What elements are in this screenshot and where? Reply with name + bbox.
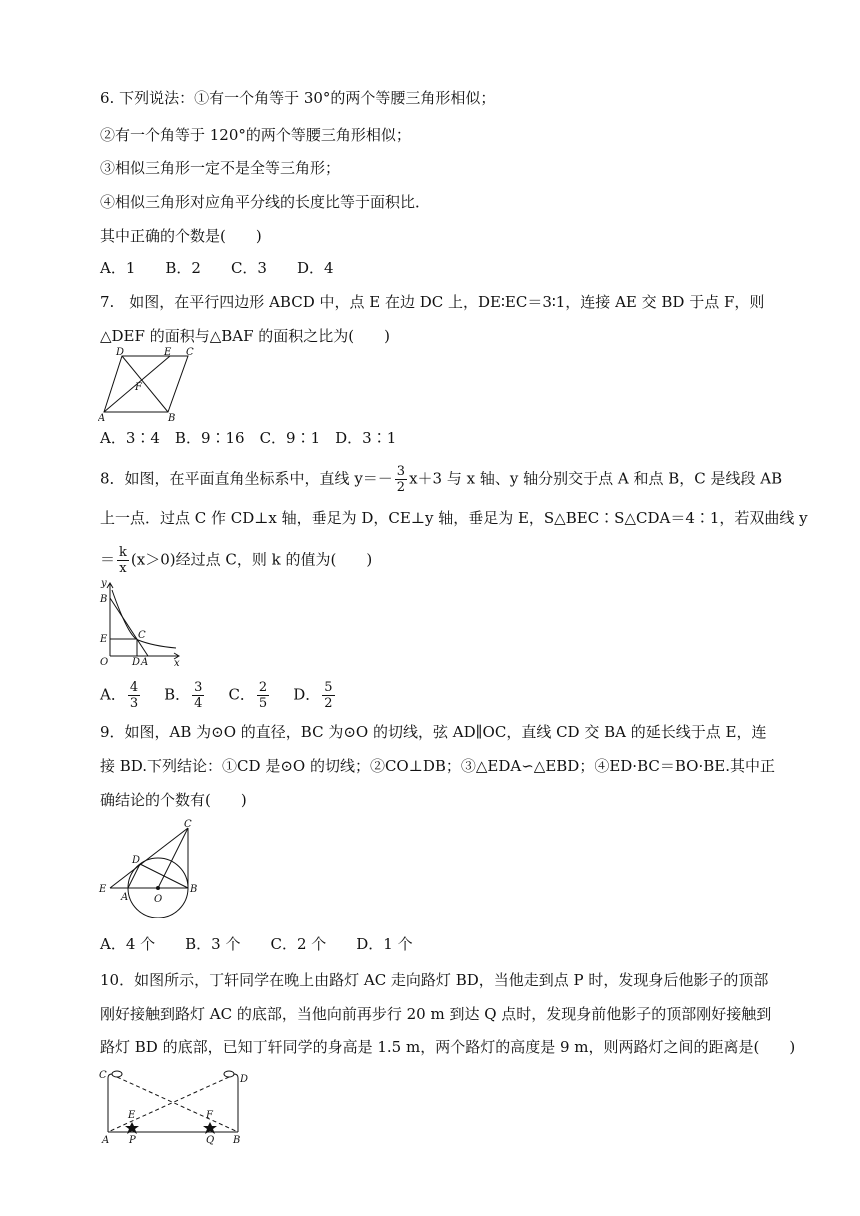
- q10-label-A: A: [102, 1135, 110, 1146]
- q8-fraction-slope: [395, 464, 407, 495]
- q10-line-2: 刚好接触到路灯 AC 的底部，当他向前再步行 20 m 到达 Q 点时，发现身前他影子的顶部刚好接触到: [100, 1005, 772, 1023]
- q10-line-3: 路灯 BD 的底部，已知丁轩同学的身高是 1.5 m，两个路灯的高度是 9 m，则两路灯之间的距离是( ): [100, 1038, 796, 1056]
- q8-line-1-start: 8．如图，在平面直角坐标系中，直线 y＝－: [100, 469, 393, 488]
- q8-option-b-letter: B．: [164, 685, 191, 704]
- q8-option-c-fraction: [257, 680, 269, 711]
- q8-option-c-den: 5: [258, 696, 268, 711]
- q6-statement-2: ②有一个角等于 120°的两个等腰三角形相似；: [100, 126, 411, 144]
- q6-stem: 6. 下列说法：①有一个角等于 30°的两个等腰三角形相似；: [100, 89, 496, 107]
- q8-option-d-letter: D．: [293, 685, 321, 704]
- q8-label-C: C: [138, 630, 146, 641]
- q8-option-c: [228, 680, 271, 711]
- q6-options: A．1 B．2 C．3 D．4: [100, 259, 334, 277]
- q10-label-B: B: [233, 1135, 241, 1146]
- q8-option-a: [100, 680, 142, 711]
- q9-label-E: E: [99, 884, 107, 895]
- q8-option-a-fraction: [128, 680, 140, 711]
- q8-label-D: D: [132, 657, 141, 668]
- q7-line-1: 7. 如图，在平行四边形 ABCD 中，点 E 在边 DC 上，DE∶EC＝3∶1，连接 AE 交 BD 于点 F，则: [100, 293, 765, 311]
- q10-label-C: C: [99, 1070, 107, 1081]
- q9-line-2: 接 BD.下列结论：①CD 是⊙O 的切线；②CO⊥DB；③△EDA∽△EBD；④ED·BC＝BO·BE.其中正: [100, 757, 775, 775]
- q8-label-E: E: [100, 634, 108, 645]
- q9-line-1: 9．如图，AB 为⊙O 的直径，BC 为⊙O 的切线，弦 AD∥OC，直线 CD 交 BA 的延长线于点 E，连: [100, 723, 767, 741]
- q8-option-d-fraction: [322, 680, 334, 711]
- q8-fraction-hyperbola: [117, 545, 129, 576]
- q8-option-a-num: 4: [129, 680, 139, 695]
- q8-fraction-slope-den: 2: [396, 480, 406, 495]
- q8-coordinate-figure: [98, 576, 182, 668]
- q8-option-b-den: 4: [194, 696, 203, 711]
- q6-statement-3: ③相似三角形一定不是全等三角形；: [100, 159, 341, 177]
- q9-label-C: C: [184, 819, 192, 830]
- q8-option-a-letter: A．: [100, 685, 126, 704]
- q7-label-A: A: [98, 413, 106, 422]
- q7-label-D: D: [116, 347, 125, 358]
- q7-label-E: E: [164, 347, 172, 358]
- q7-label-F: F: [135, 382, 142, 393]
- q8-option-d: [293, 680, 336, 711]
- q8-option-b-num: 3: [194, 680, 203, 695]
- q8-label-A: A: [141, 657, 149, 668]
- q7-line-2: △DEF 的面积与△BAF 的面积之比为( ): [100, 327, 390, 345]
- q8-fraction-hyperbola-den: x: [119, 561, 127, 576]
- q7-parallelogram-figure: [98, 346, 198, 422]
- q9-label-B: B: [190, 884, 198, 895]
- q10-label-F: F: [206, 1110, 213, 1121]
- q8-option-d-den: 2: [324, 696, 333, 711]
- q8-option-a-den: 3: [129, 696, 139, 711]
- q8-fraction-hyperbola-num: k: [119, 545, 127, 560]
- q7-label-B: B: [168, 413, 176, 422]
- q9-options: A．4 个 B．3 个 C．2 个 D．1 个: [100, 935, 413, 953]
- q8-option-c-letter: C．: [228, 685, 255, 704]
- q8-line-1-end: x＋3 与 x 轴、y 轴分别交于点 A 和点 B，C 是线段 AB: [409, 469, 783, 488]
- q8-axis-y-label: y: [101, 578, 107, 589]
- q8-line-3-end: (x＞0)经过点 C，则 k 的值为( ): [130, 550, 373, 569]
- q8-option-b: [164, 680, 206, 711]
- q10-label-P: P: [129, 1135, 136, 1146]
- q9-circle-figure: [96, 818, 206, 918]
- q8-option-c-num: 2: [258, 680, 268, 695]
- q8-option-d-num: 5: [324, 680, 333, 695]
- q10-label-E: E: [128, 1110, 136, 1121]
- q9-line-3: 确结论的个数有( ): [100, 791, 247, 809]
- q6-statement-4: ④相似三角形对应角平分线的长度比等于面积比．: [100, 193, 431, 211]
- q8-options: [100, 680, 359, 711]
- q8-option-b-fraction: [192, 680, 204, 711]
- q9-label-D: D: [132, 855, 141, 866]
- q9-label-A: A: [121, 892, 129, 903]
- q7-label-C: C: [186, 347, 194, 358]
- q10-line-1: 10．如图所示，丁轩同学在晚上由路灯 AC 走向路灯 BD，当他走到点 P 时，发现身后他影子的顶部: [100, 971, 769, 989]
- q7-options: A．3∶4 B．9∶16 C．9∶1 D．3∶1: [100, 429, 397, 447]
- q10-streetlight-figure: [98, 1066, 250, 1146]
- q10-label-D: D: [240, 1074, 249, 1085]
- q8-fraction-slope-num: 3: [396, 464, 406, 479]
- q8-label-O: O: [100, 657, 109, 668]
- q8-line-1: [100, 464, 782, 495]
- q8-line-3-start: ＝: [100, 550, 116, 569]
- q8-label-B: B: [100, 594, 108, 605]
- q10-label-Q: Q: [206, 1135, 215, 1146]
- q6-question: 其中正确的个数是( ): [100, 227, 262, 245]
- q8-line-3: [100, 545, 372, 576]
- q8-axis-x-label: x: [174, 658, 180, 668]
- q8-line-2: 上一点．过点 C 作 CD⊥x 轴，垂足为 D，CE⊥y 轴，垂足为 E，S△BEC∶S△CDA＝4∶1，若双曲线 y: [100, 509, 808, 527]
- q9-label-O: O: [154, 894, 163, 905]
